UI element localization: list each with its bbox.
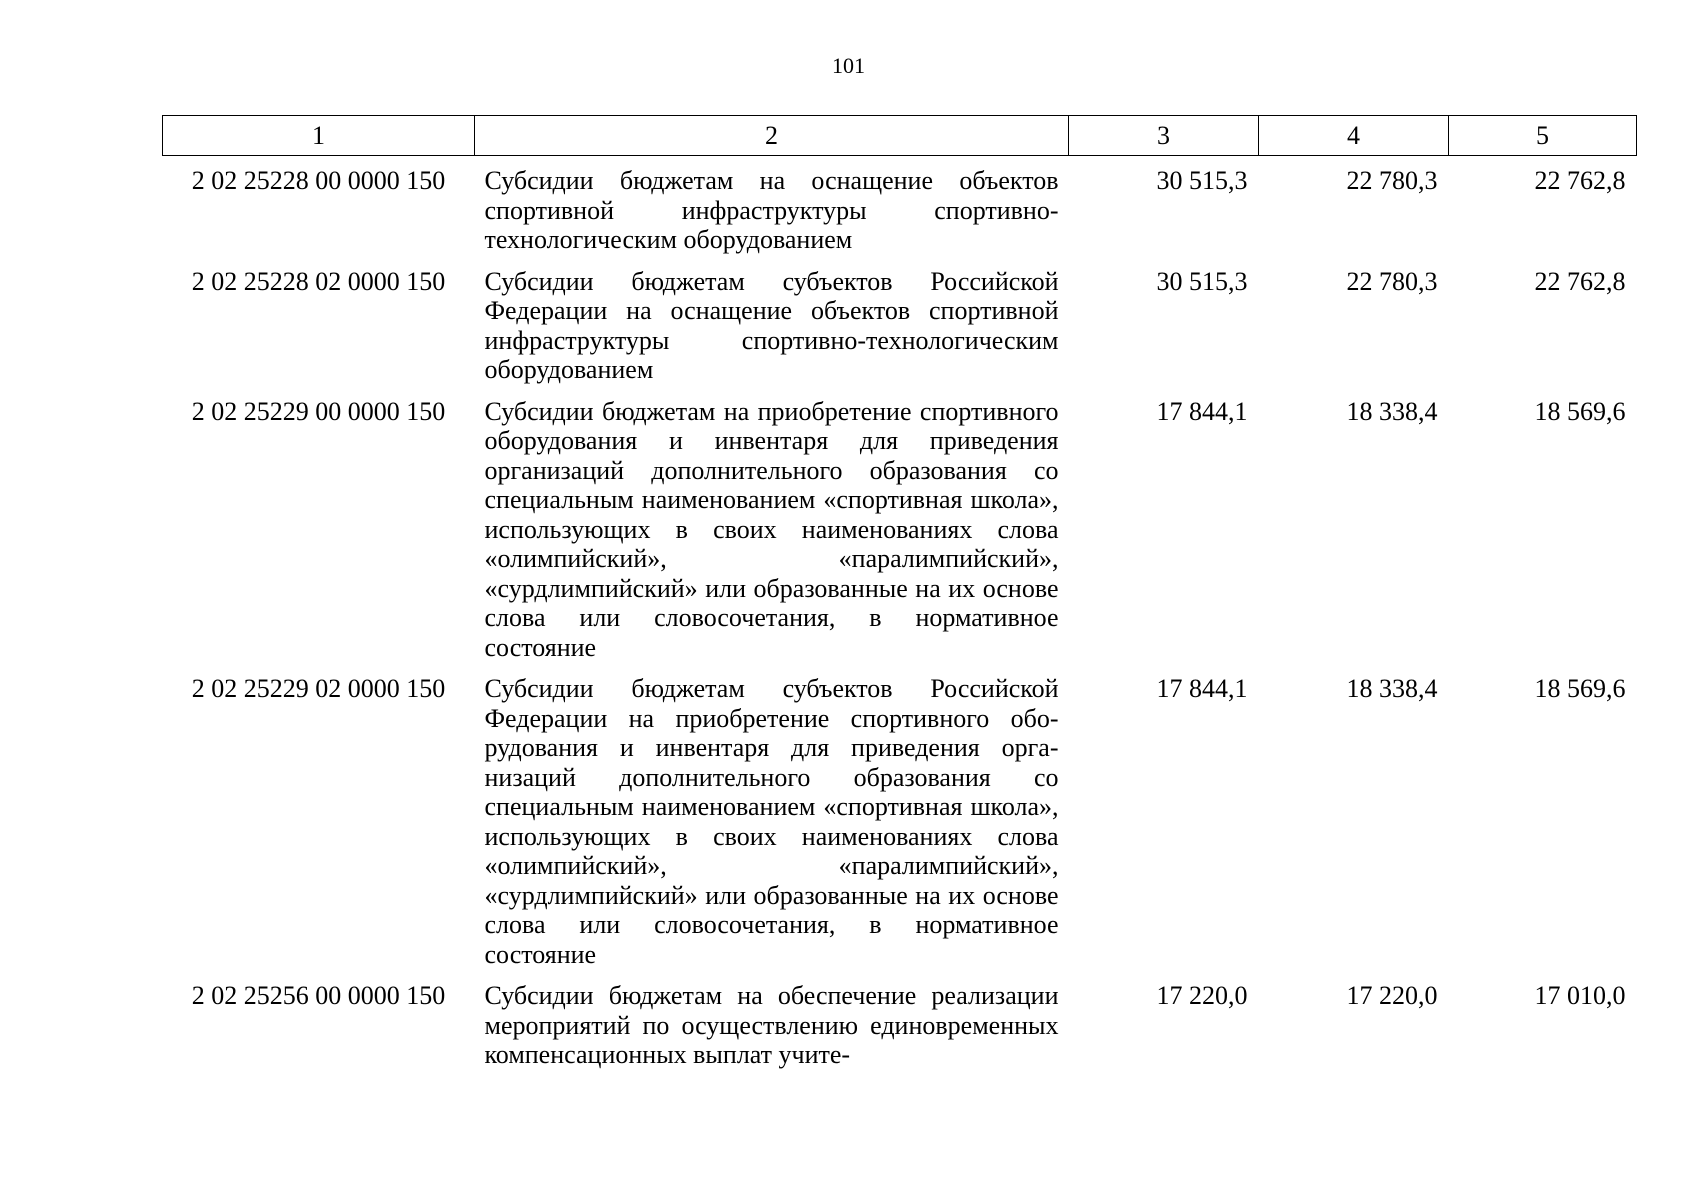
row-value-col5: 22 762,8 <box>1534 166 1626 195</box>
page-number: 101 <box>832 53 865 78</box>
row-value-col5: 18 569,6 <box>1534 396 1626 426</box>
row-value-col3: 17 844,1 <box>1156 396 1248 426</box>
header-col-2: 2 <box>475 116 1069 156</box>
row-description: Субсидии бюджетам на оснащение объектов спортивной инфраструктуры спортивно-технологическим оборудованием <box>484 166 1059 254</box>
row-value-col4: 18 338,4 <box>1346 674 1438 703</box>
row-code: 2 02 25228 00 0000 150 <box>191 166 446 195</box>
table-header <box>163 116 1637 156</box>
row-code: 2 02 25229 00 0000 150 <box>191 396 446 426</box>
row-description: Субсидии бюджетам на обеспечение реализации мероприятий по осуществлению единовременных компенсационных выплат учите- <box>484 981 1059 1069</box>
row-code: 2 02 25256 00 0000 150 <box>191 981 446 1010</box>
table-row <box>163 267 1637 397</box>
header-col-3: 3 <box>1069 116 1259 156</box>
row-value-col3: 30 515,3 <box>1156 266 1248 296</box>
row-code: 2 02 25229 02 0000 150 <box>191 674 446 703</box>
row-value-col4: 22 780,3 <box>1346 266 1438 296</box>
row-code: 2 02 25228 02 0000 150 <box>191 266 446 296</box>
row-value-col3: 30 515,3 <box>1156 166 1248 195</box>
row-value-col3: 17 844,1 <box>1156 674 1248 703</box>
header-col-4: 4 <box>1259 116 1449 156</box>
table-body <box>163 156 1637 1082</box>
table-row <box>163 981 1637 1082</box>
row-description: Субсидии бюджетам на приобретение спортивного оборудования и инвентаря для приведения организаций дополнительного образования со специальным наименованием «спортивная школа», использующих в своих наименованиях слова «олимпийский», «паралимпийский», «сурдлимпийский» или образованные на их основе слова или словосочетания, в нормативное состояние <box>484 396 1059 662</box>
budget-table <box>162 115 1637 1082</box>
row-description: Субсидии бюджетам субъектов Российской Федерации на оснащение объектов спортивной инфраструктуры спортивно-технологическим оборудованием <box>484 266 1059 384</box>
row-value-col4: 18 338,4 <box>1346 396 1438 426</box>
row-value-col5: 18 569,6 <box>1534 674 1626 703</box>
header-col-1: 1 <box>163 116 475 156</box>
table-row <box>163 674 1637 981</box>
header-row <box>163 116 1637 156</box>
table-row <box>163 156 1637 267</box>
row-value-col5: 22 762,8 <box>1534 266 1626 296</box>
header-col-5: 5 <box>1449 116 1637 156</box>
row-description: Субсидии бюджетам субъектов Российской Федерации на приобретение спортивного оборудования и инвентаря для приведения организаций дополнительного образования со специальным наименованием «спортивная школа», использующих в своих наименованиях слова «олимпийский», «паралимпийский», «сурдлимпийский» или образованные на их основе слова или словосочетания, в нормативное состояние <box>484 674 1059 969</box>
row-value-col3: 17 220,0 <box>1156 981 1248 1010</box>
table-row <box>163 397 1637 675</box>
row-value-col4: 17 220,0 <box>1346 981 1438 1010</box>
row-value-col4: 22 780,3 <box>1346 166 1438 195</box>
row-value-col5: 17 010,0 <box>1534 981 1626 1010</box>
